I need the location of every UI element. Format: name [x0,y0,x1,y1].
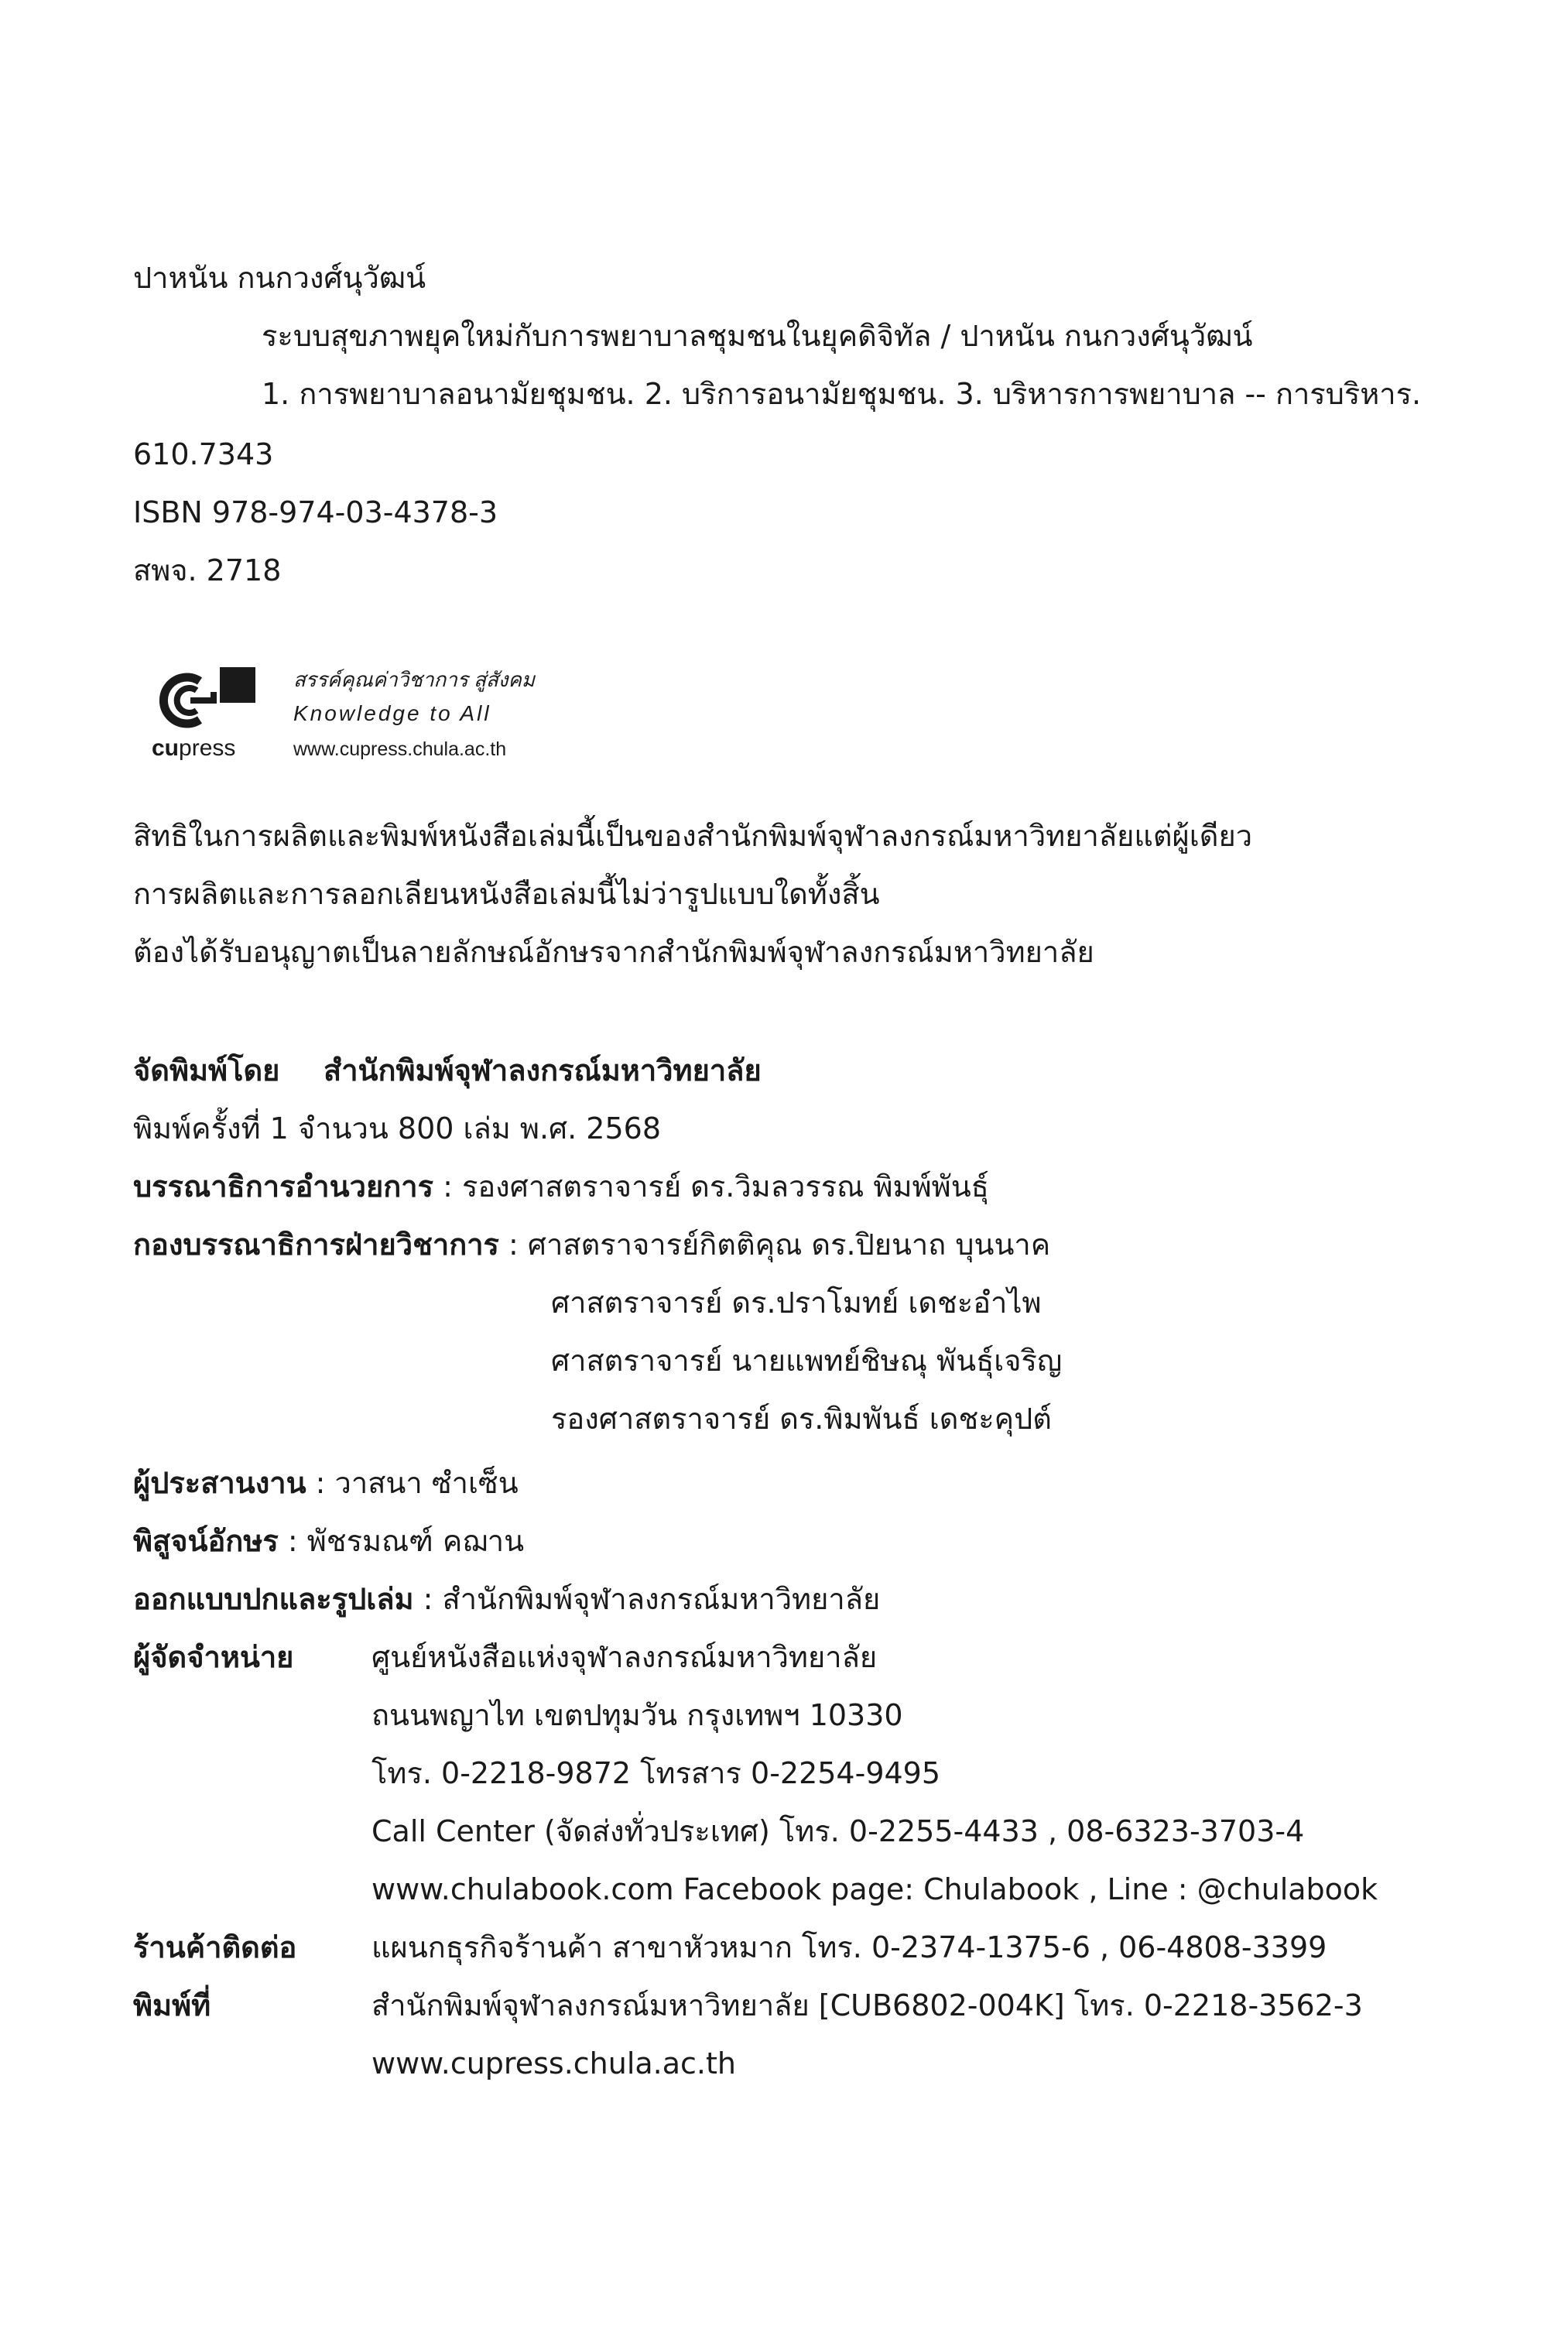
distributor-line: โทร. 0-2218-9872 โทรสาร 0-2254-9495 [371,1756,941,1790]
board-member: ศาสตราจารย์ นายแพทย์ชิษณุ พันธุ์เจริญ [551,1344,1063,1378]
board-member: ศาสตราจารย์ ดร.ปราโมทย์ เดชะอำไพ [551,1286,1042,1320]
published-by-label: จัดพิมพ์โดย [133,1053,280,1087]
printer-value: สำนักพิมพ์จุฬาลงกรณ์มหาวิทยาลัย [CUB6802-004K] โทร. 0-2218-3562-3 [371,1988,1363,2022]
distributor-line: Call Center (จัดส่งทั่วประเทศ) โทร. 0-2255-4433 , 08-6323-3703-4 [371,1814,1305,1848]
catalog-author: ปาหนัน กนกวงศ์นุวัฒน์ [133,261,426,295]
logo-url: www.cupress.chula.ac.th [293,738,507,760]
chief-editor-line [133,1168,989,1205]
wordmark-press: press [179,735,236,761]
cupress-logo [152,664,539,765]
published-by-value: สำนักพิมพ์จุฬาลงกรณ์มหาวิทยาลัย [324,1053,762,1087]
distributor-line: ศูนย์หนังสือแห่งจุฬาลงกรณ์มหาวิทยาลัย [371,1640,878,1674]
printer-label: พิมพ์ที่ [133,1988,211,2022]
board-member: : ศาสตราจารย์กิตติคุณ ดร.ปิยนาถ บุนนาค [498,1228,1051,1262]
coordinator-value: : วาสนา ซำเซ็น [306,1466,519,1500]
rights-line: การผลิตและการลอกเลียนหนังสือเล่มนี้ไม่ว่ารูปแบบใดทั้งสิ้น [133,877,880,911]
wordmark-cu: cu [152,735,180,761]
logo-slogan-thai: สรรค์คุณค่าวิชาการ สู่สังคม [293,668,536,691]
logo-slogan-english: Knowledge to All [293,701,491,725]
printing-info: พิมพ์ครั้งที่ 1 จำนวน 800 เล่ม พ.ศ. 2568 [133,1111,662,1146]
rights-line: สิทธิในการผลิตและพิมพ์หนังสือเล่มนี้เป็นของสำนักพิมพ์จุฬาลงกรณ์มหาวิทยาลัยแต่ผู้เดียว [133,819,1253,853]
board-member: รองศาสตราจารย์ ดร.พิมพันธ์ เดชะคุปต์ [551,1402,1052,1436]
proofreader-label: พิสูจน์อักษร [133,1524,279,1558]
proofreader-line [133,1522,524,1560]
distributor-label: ผู้จัดจำหน่าย [133,1640,294,1674]
distributor-line: www.chulabook.com Facebook page: Chulabook , Line : @chulabook [371,1872,1378,1906]
design-label: ออกแบบปกและรูปเล่ม [133,1582,414,1616]
coordinator-label: ผู้ประสานงาน [133,1466,306,1500]
proofreader-value: : พัชรมณฑ์ คฌาน [278,1524,525,1558]
catalog-isbn: ISBN 978-974-03-4378-3 [133,495,498,529]
distributor-line: ถนนพญาไท เขตปทุมวัน กรุงเทพฯ 10330 [371,1698,903,1732]
catalog-title-line: ระบบสุขภาพยุคใหม่กับการพยาบาลชุมชนในยุคดิจิทัล / ปาหนัน กนกวงศ์นุวัฒน์ [262,319,1253,353]
design-line [133,1580,880,1618]
shop-contact-value: แผนกธุรกิจร้านค้า สาขาหัวหมาก โทร. 0-2374-1375-6 , 06-4808-3399 [371,1930,1327,1964]
cupress-wordmark [152,735,235,762]
catalog-nlt-code: สพจ. 2718 [133,553,282,587]
coordinator-line [133,1464,519,1502]
design-value: : สำนักพิมพ์จุฬาลงกรณ์มหาวิทยาลัย [413,1582,881,1616]
editorial-board-line [133,1226,1050,1263]
chief-editor-value: : รองศาสตราจารย์ ดร.วิมลวรรณ พิมพ์พันธุ์ [433,1170,989,1204]
catalog-subjects: 1. การพยาบาลอนามัยชุมชน. 2. บริการอนามัยชุมชน. 3. บริหารการพยาบาล -- การบริหาร. [262,377,1422,411]
rights-line: ต้องได้รับอนุญาตเป็นลายลักษณ์อักษรจากสำนักพิมพ์จุฬาลงกรณ์มหาวิทยาลัย [133,935,1094,969]
cupress-logo-icon [152,664,268,741]
shop-contact-label: ร้านค้าติดต่อ [133,1930,297,1964]
chief-editor-label: บรรณาธิการอำนวยการ [133,1170,433,1204]
editorial-board-label: กองบรรณาธิการฝ่ายวิชาการ [133,1228,499,1262]
catalog-classification: 610.7343 [133,437,274,471]
printer-website: www.cupress.chula.ac.th [371,2046,736,2080]
